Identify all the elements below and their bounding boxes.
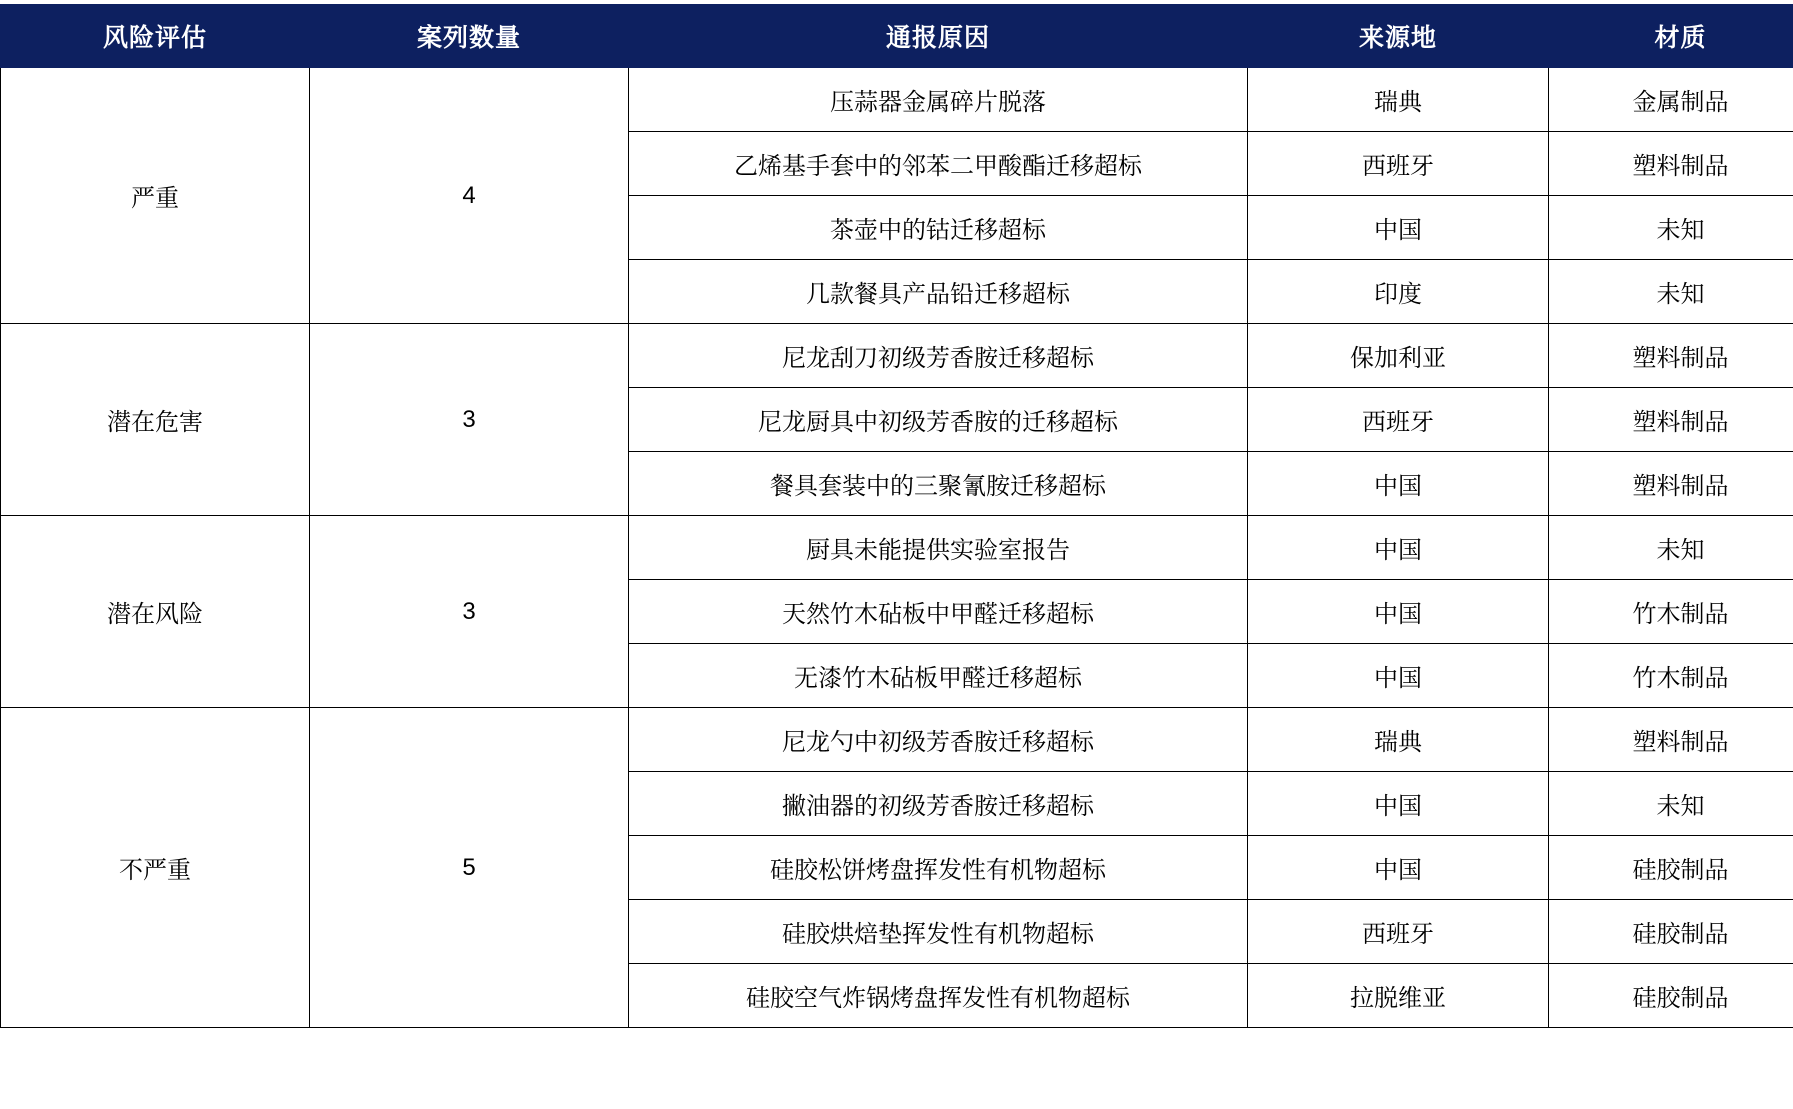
- cell-material: 金属制品: [1549, 68, 1793, 132]
- cell-material: 塑料制品: [1549, 324, 1793, 388]
- cell-reason: 茶壶中的钴迁移超标: [629, 196, 1248, 260]
- cell-risk: 严重: [1, 68, 310, 324]
- cell-count: 3: [310, 516, 629, 708]
- cell-reason: 压蒜器金属碎片脱落: [629, 68, 1248, 132]
- cell-material: 竹木制品: [1549, 580, 1793, 644]
- cell-material: 未知: [1549, 516, 1793, 580]
- cell-origin: 中国: [1248, 452, 1549, 516]
- cell-reason: 无漆竹木砧板甲醛迁移超标: [629, 644, 1248, 708]
- table-row: [1, 708, 1793, 772]
- cell-origin: 中国: [1248, 772, 1549, 836]
- table-body: [1, 68, 1793, 1028]
- cell-count: 4: [310, 68, 629, 324]
- cell-material: 塑料制品: [1549, 708, 1793, 772]
- cell-origin: 中国: [1248, 516, 1549, 580]
- table-row: [1, 516, 1793, 580]
- risk-assessment-table: [0, 4, 1793, 1028]
- cell-reason: 撇油器的初级芳香胺迁移超标: [629, 772, 1248, 836]
- cell-reason: 天然竹木砧板中甲醛迁移超标: [629, 580, 1248, 644]
- cell-count: 5: [310, 708, 629, 1028]
- cell-origin: 保加利亚: [1248, 324, 1549, 388]
- cell-risk: 不严重: [1, 708, 310, 1028]
- column-header-origin: 来源地: [1248, 5, 1549, 68]
- cell-material: 塑料制品: [1549, 132, 1793, 196]
- cell-origin: 中国: [1248, 580, 1549, 644]
- cell-origin: 中国: [1248, 644, 1549, 708]
- cell-material: 塑料制品: [1549, 388, 1793, 452]
- cell-count: 3: [310, 324, 629, 516]
- cell-reason: 乙烯基手套中的邻苯二甲酸酯迁移超标: [629, 132, 1248, 196]
- cell-origin: 西班牙: [1248, 132, 1549, 196]
- cell-material: 硅胶制品: [1549, 964, 1793, 1028]
- table-row: [1, 68, 1793, 132]
- cell-material: 未知: [1549, 196, 1793, 260]
- cell-origin: 拉脱维亚: [1248, 964, 1549, 1028]
- cell-origin: 印度: [1248, 260, 1549, 324]
- cell-material: 未知: [1549, 772, 1793, 836]
- cell-reason: 硅胶烘焙垫挥发性有机物超标: [629, 900, 1248, 964]
- column-header-reason: 通报原因: [629, 5, 1248, 68]
- cell-origin: 瑞典: [1248, 68, 1549, 132]
- risk-table-container: [0, 4, 1793, 1028]
- cell-reason: 几款餐具产品铅迁移超标: [629, 260, 1248, 324]
- cell-reason: 餐具套装中的三聚氰胺迁移超标: [629, 452, 1248, 516]
- cell-reason: 尼龙厨具中初级芳香胺的迁移超标: [629, 388, 1248, 452]
- cell-reason: 硅胶松饼烤盘挥发性有机物超标: [629, 836, 1248, 900]
- cell-material: 竹木制品: [1549, 644, 1793, 708]
- cell-material: 塑料制品: [1549, 452, 1793, 516]
- cell-risk: 潜在风险: [1, 516, 310, 708]
- cell-origin: 中国: [1248, 196, 1549, 260]
- cell-risk: 潜在危害: [1, 324, 310, 516]
- table-header-row: [1, 5, 1793, 68]
- cell-origin: 西班牙: [1248, 388, 1549, 452]
- column-header-material: 材质: [1549, 5, 1793, 68]
- cell-material: 硅胶制品: [1549, 900, 1793, 964]
- cell-origin: 中国: [1248, 836, 1549, 900]
- cell-origin: 瑞典: [1248, 708, 1549, 772]
- cell-reason: 厨具未能提供实验室报告: [629, 516, 1248, 580]
- column-header-count: 案列数量: [310, 5, 629, 68]
- cell-material: 未知: [1549, 260, 1793, 324]
- cell-reason: 硅胶空气炸锅烤盘挥发性有机物超标: [629, 964, 1248, 1028]
- cell-reason: 尼龙勺中初级芳香胺迁移超标: [629, 708, 1248, 772]
- column-header-risk: 风险评估: [1, 5, 310, 68]
- cell-origin: 西班牙: [1248, 900, 1549, 964]
- table-row: [1, 324, 1793, 388]
- table-header: [1, 5, 1793, 68]
- cell-material: 硅胶制品: [1549, 836, 1793, 900]
- cell-reason: 尼龙刮刀初级芳香胺迁移超标: [629, 324, 1248, 388]
